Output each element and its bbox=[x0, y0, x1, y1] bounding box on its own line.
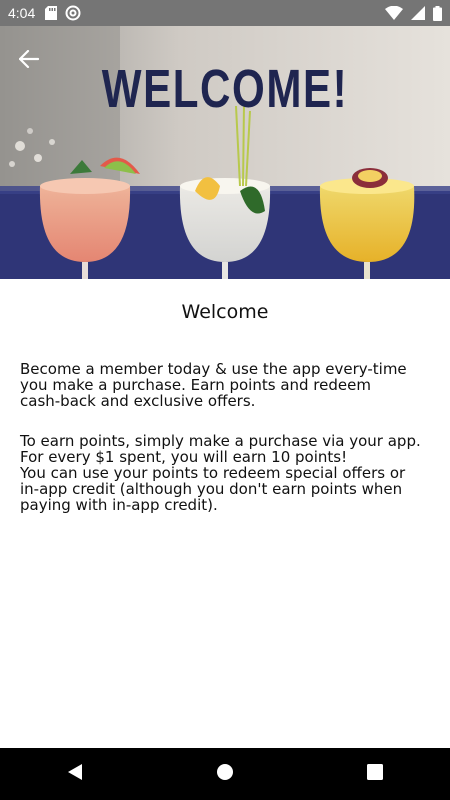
back-arrow-icon bbox=[19, 50, 39, 68]
nav-home-button[interactable] bbox=[205, 754, 245, 794]
hero-banner bbox=[0, 26, 450, 279]
status-left-icons bbox=[45, 5, 81, 21]
paragraph-line: paying with in-app credit). bbox=[20, 496, 218, 514]
nav-home-icon bbox=[216, 763, 234, 785]
content-area bbox=[0, 279, 450, 513]
back-button[interactable] bbox=[14, 44, 44, 74]
battery-icon bbox=[433, 6, 442, 21]
paragraph-line: cash-back and exclusive offers. bbox=[20, 392, 256, 410]
points-paragraph bbox=[20, 433, 430, 513]
nav-recents-icon bbox=[367, 764, 383, 784]
paragraph-line: You can use your points to redeem special offers or bbox=[20, 464, 406, 482]
membership-paragraph bbox=[20, 361, 430, 409]
system-nav-bar bbox=[0, 748, 450, 800]
paragraph-line: in-app credit (although you don't earn points when bbox=[20, 480, 403, 498]
status-time: 4:04 bbox=[8, 5, 36, 21]
sd-card-icon bbox=[45, 6, 57, 20]
status-right-icons bbox=[385, 6, 442, 21]
status-bar bbox=[0, 0, 450, 26]
signal-icon bbox=[411, 6, 425, 20]
paragraph-line: For every $1 spent, you will earn 10 points! bbox=[20, 448, 348, 466]
page-title: Welcome bbox=[181, 301, 269, 323]
paragraph-line: To earn points, simply make a purchase via your app. bbox=[20, 432, 421, 450]
nav-recents-button[interactable] bbox=[355, 754, 395, 794]
paragraph-line: Become a member today & use the app every-time bbox=[20, 360, 407, 378]
hero-title: WELCOME! bbox=[101, 59, 349, 119]
wifi-icon bbox=[385, 6, 403, 20]
nav-back-icon bbox=[66, 763, 84, 785]
nav-back-button[interactable] bbox=[55, 754, 95, 794]
paragraph-line: you make a purchase. Earn points and redeem bbox=[20, 376, 371, 394]
at-sign-icon bbox=[65, 5, 81, 21]
